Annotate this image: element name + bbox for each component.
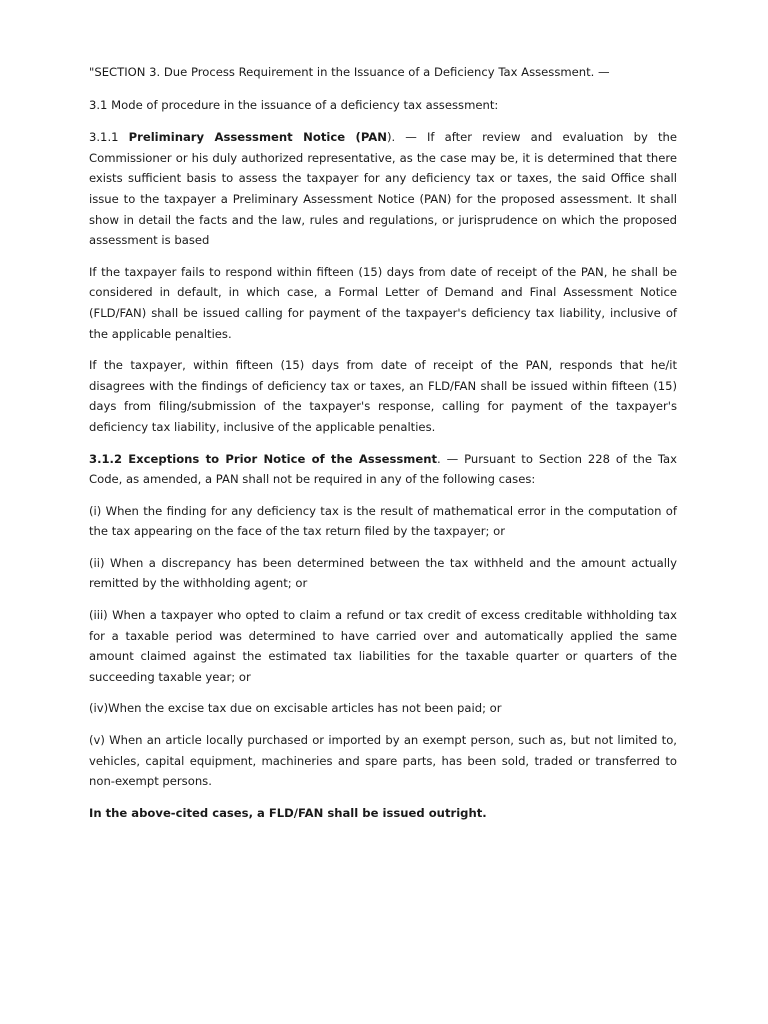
- case-item: (iv)When the excise tax due on excisable articles has not been paid; or: [89, 701, 502, 716]
- closing-statement: In the above-cited cases, a FLD/FAN shall be issued outright.: [89, 805, 487, 820]
- exceptions-paragraph: [89, 449, 677, 490]
- default-paragraph: If the taxpayer fails to respond within fifteen (15) days from date of receipt of the PAN, he shall be considered in default, in which case, a Formal Letter of Demand and Final Assessment Notice (FLD/FAN) shall be issued calling for payment of the taxpayer's deficiency tax liability, inclusive of the applicable penalties.: [89, 264, 677, 341]
- case-item: (iii) When a taxpayer who opted to claim a refund or tax credit of excess creditable withholding tax for a taxable period was determined to have carried over and automatically applied the same amount claimed against the estimated tax liabilities for the taxable quarter or quarters of the succeeding taxable year; or: [89, 608, 677, 684]
- case-item: (v) When an article locally purchased or imported by an exempt person, such as, but not limited to, vehicles, capital equipment, machineries and spare parts, has been sold, traded or transferred to non-exempt persons.: [89, 733, 677, 789]
- exceptions-body: . — Pursuant to Section 228 of the Tax Code, as amended, a PAN shall not be required in any of the following cases:: [89, 451, 677, 487]
- pan-heading: Preliminary Assessment Notice (PAN: [128, 130, 387, 145]
- exceptions-heading: 3.1.2 Exceptions to Prior Notice of the Assessment: [89, 451, 438, 466]
- subsection-3-1: 3.1 Mode of procedure in the issuance of a deficiency tax assessment:: [89, 97, 499, 112]
- section-title: "SECTION 3. Due Process Requirement in the Issuance of a Deficiency Tax Assessment. —: [89, 65, 610, 79]
- pan-body: ). — If after review and evaluation by the Commissioner or his duly authorized representative, as the case may be, it is determined that there exists sufficient basis to assess the taxpayer for any deficiency tax or taxes, the said Office shall issue to the taxpayer a Preliminary Assessment Notice (PAN) for the proposed assessment. It shall show in detail the facts and the law, rules and regulations, or jurisprudence on which the proposed assessment is based: [89, 130, 677, 248]
- pan-paragraph: [89, 127, 677, 251]
- document-page: [89, 62, 677, 834]
- disagree-paragraph: If the taxpayer, within fifteen (15) days from date of receipt of the PAN, responds that he/it disagrees with the findings of deficiency tax or taxes, an FLD/FAN shall be issued within fifteen (15) days from filing/submission of the taxpayer's response, calling for payment of the taxpayer's deficiency tax liability, inclusive of the applicable penalties.: [89, 358, 677, 434]
- case-item: (ii) When a discrepancy has been determined between the tax withheld and the amount actually remitted by the withholding agent; or: [89, 555, 677, 591]
- pan-number: 3.1.1: [89, 130, 129, 145]
- case-item: (i) When the finding for any deficiency tax is the result of mathematical error in the computation of the tax appearing on the face of the tax return filed by the taxpayer; or: [89, 503, 677, 539]
